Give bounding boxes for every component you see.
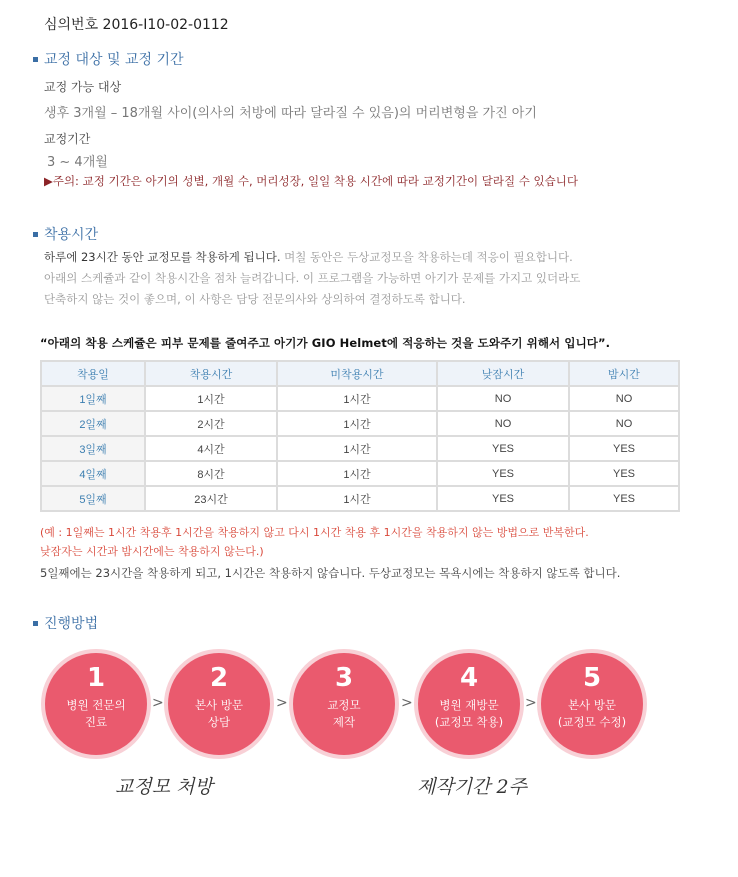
table-cell: YES	[569, 436, 679, 461]
table-row	[41, 436, 679, 461]
step-text-line2: 진료	[84, 715, 108, 729]
step-number: 2	[209, 663, 229, 693]
step-number: 3	[334, 663, 354, 693]
table-row	[41, 386, 679, 411]
section-title-period-text: 교정 대상 및 교정 기간	[44, 52, 184, 68]
step-text-line2: 상담	[207, 715, 231, 729]
step-text-line2: (교정모 착용)	[434, 715, 504, 729]
table-cell-day: 4일째	[41, 461, 145, 486]
table-row	[41, 411, 679, 436]
period-warning: ▶주의: 교정 기간은 아기의 성별, 개월 수, 머리성장, 일일 착용 시간에 따라 교정기간이 달라질 수 있습니다	[44, 174, 578, 188]
table-cell: YES	[437, 461, 569, 486]
table-cell-day: 3일째	[41, 436, 145, 461]
table-cell: 23시간	[145, 486, 277, 511]
process-step-5	[541, 653, 643, 755]
step-number: 1	[86, 663, 106, 693]
table-header-cell: 착용시간	[145, 361, 277, 386]
table-row	[41, 486, 679, 511]
wear-paragraph-rest: 며칠 동안은 두상교정모을 착용하는데 적응이 필요합니다.	[280, 250, 573, 264]
process-step-1	[45, 653, 147, 755]
step-number: 5	[582, 663, 602, 693]
table-cell-day: 5일째	[41, 486, 145, 511]
table-header-cell: 착용일	[41, 361, 145, 386]
wear-paragraph-line1	[44, 247, 644, 268]
table-header-cell: 미착용시간	[277, 361, 437, 386]
table-cell: YES	[569, 461, 679, 486]
target-text: 생후 3개월 – 18개월 사이(의사의 처방에 따라 달라질 수 있음)의 머리변형을 가진 아기	[44, 106, 537, 121]
table-cell: NO	[437, 386, 569, 411]
schedule-table	[40, 360, 680, 512]
step-text-line1: 본사 방문	[194, 698, 244, 712]
table-cell: YES	[437, 486, 569, 511]
handwritten-note-production-period: 제작기간 2주	[417, 776, 527, 798]
table-row	[41, 461, 679, 486]
table-cell: YES	[569, 486, 679, 511]
table-header-cell: 밤시간	[569, 361, 679, 386]
schedule-note: 5일째에는 23시간을 착용하게 되고, 1시간은 착용하지 않습니다. 두상교정모는 목욕시에는 착용하지 않도록 합니다.	[40, 566, 621, 580]
table-cell: 8시간	[145, 461, 277, 486]
table-cell: 1시간	[277, 411, 437, 436]
period-text: 3 ~ 4개월	[47, 155, 108, 170]
table-header-row	[41, 361, 679, 386]
step-text-line2: 제작	[332, 715, 356, 729]
wear-paragraph-line3: 단축하지 않는 것이 좋으며, 이 사항은 담당 전문의사와 상의하여 결정하도록 합니다.	[44, 292, 466, 306]
step-text-line1: 교정모	[327, 698, 361, 712]
process-step-4	[418, 653, 520, 755]
step-number: 4	[459, 663, 479, 693]
process-step-2	[168, 653, 270, 755]
table-cell: 1시간	[277, 486, 437, 511]
section-title-process	[33, 613, 98, 633]
table-cell: 2시간	[145, 411, 277, 436]
table-cell-day: 2일째	[41, 411, 145, 436]
section-title-period	[33, 49, 184, 69]
table-cell: 1시간	[277, 461, 437, 486]
step-text-line1: 병원 재방문	[439, 698, 499, 712]
table-cell: 4시간	[145, 436, 277, 461]
wear-paragraph	[44, 247, 644, 310]
square-bullet-icon	[33, 621, 38, 626]
table-cell: NO	[569, 386, 679, 411]
section-title-process-text: 진행방법	[44, 616, 99, 632]
table-cell: 1시간	[277, 436, 437, 461]
chevron-right-icon: >	[525, 695, 537, 711]
schedule-note-red-line1: (예 : 1일째는 1시간 착용후 1시간을 착용하지 않고 다시 1시간 착용 후 1시간을 착용하지 않는 방법으로 반복한다.	[40, 526, 589, 539]
section-title-wear-text: 착용시간	[44, 227, 99, 243]
period-label: 교정기간	[44, 132, 91, 146]
table-cell: 1시간	[277, 386, 437, 411]
chevron-right-icon: >	[401, 695, 413, 711]
schedule-note-red	[40, 523, 589, 561]
table-cell: NO	[437, 411, 569, 436]
table-cell: YES	[437, 436, 569, 461]
step-text-line1: 본사 방문	[567, 698, 617, 712]
table-cell-day: 1일째	[41, 386, 145, 411]
schedule-note-red-line2: 낮잠자는 시간과 밤시간에는 착용하지 않는다.)	[40, 545, 264, 558]
schedule-quote: “아래의 착용 스케쥴은 피부 문제를 줄여주고 아기가 GIO Helmet에 적응하는 것을 도와주기 위해서 입니다”.	[40, 336, 611, 350]
section-title-wear	[33, 224, 98, 244]
table-header-cell: 낮잠시간	[437, 361, 569, 386]
step-text-line2: (교정모 수정)	[557, 715, 627, 729]
table-cell: NO	[569, 411, 679, 436]
wear-paragraph-bold: 하루에 23시간 동안 교정모를 착용하게 됩니다.	[44, 250, 281, 264]
target-label: 교정 가능 대상	[44, 80, 122, 94]
process-step-3	[293, 653, 395, 755]
chevron-right-icon: >	[276, 695, 288, 711]
square-bullet-icon	[33, 57, 38, 62]
step-text-line1: 병원 전문의	[66, 698, 126, 712]
chevron-right-icon: >	[152, 695, 164, 711]
handwritten-note-prescription: 교정모 처방	[115, 776, 213, 798]
approval-number: 심의번호 2016-I10-02-0112	[44, 17, 229, 33]
wear-paragraph-line2: 아래의 스케쥴과 같이 착용시간을 점차 늘려갑니다. 이 프로그램을 가능하면 아기가 문제를 가지고 있더라도	[44, 271, 581, 285]
square-bullet-icon	[33, 232, 38, 237]
table-cell: 1시간	[145, 386, 277, 411]
